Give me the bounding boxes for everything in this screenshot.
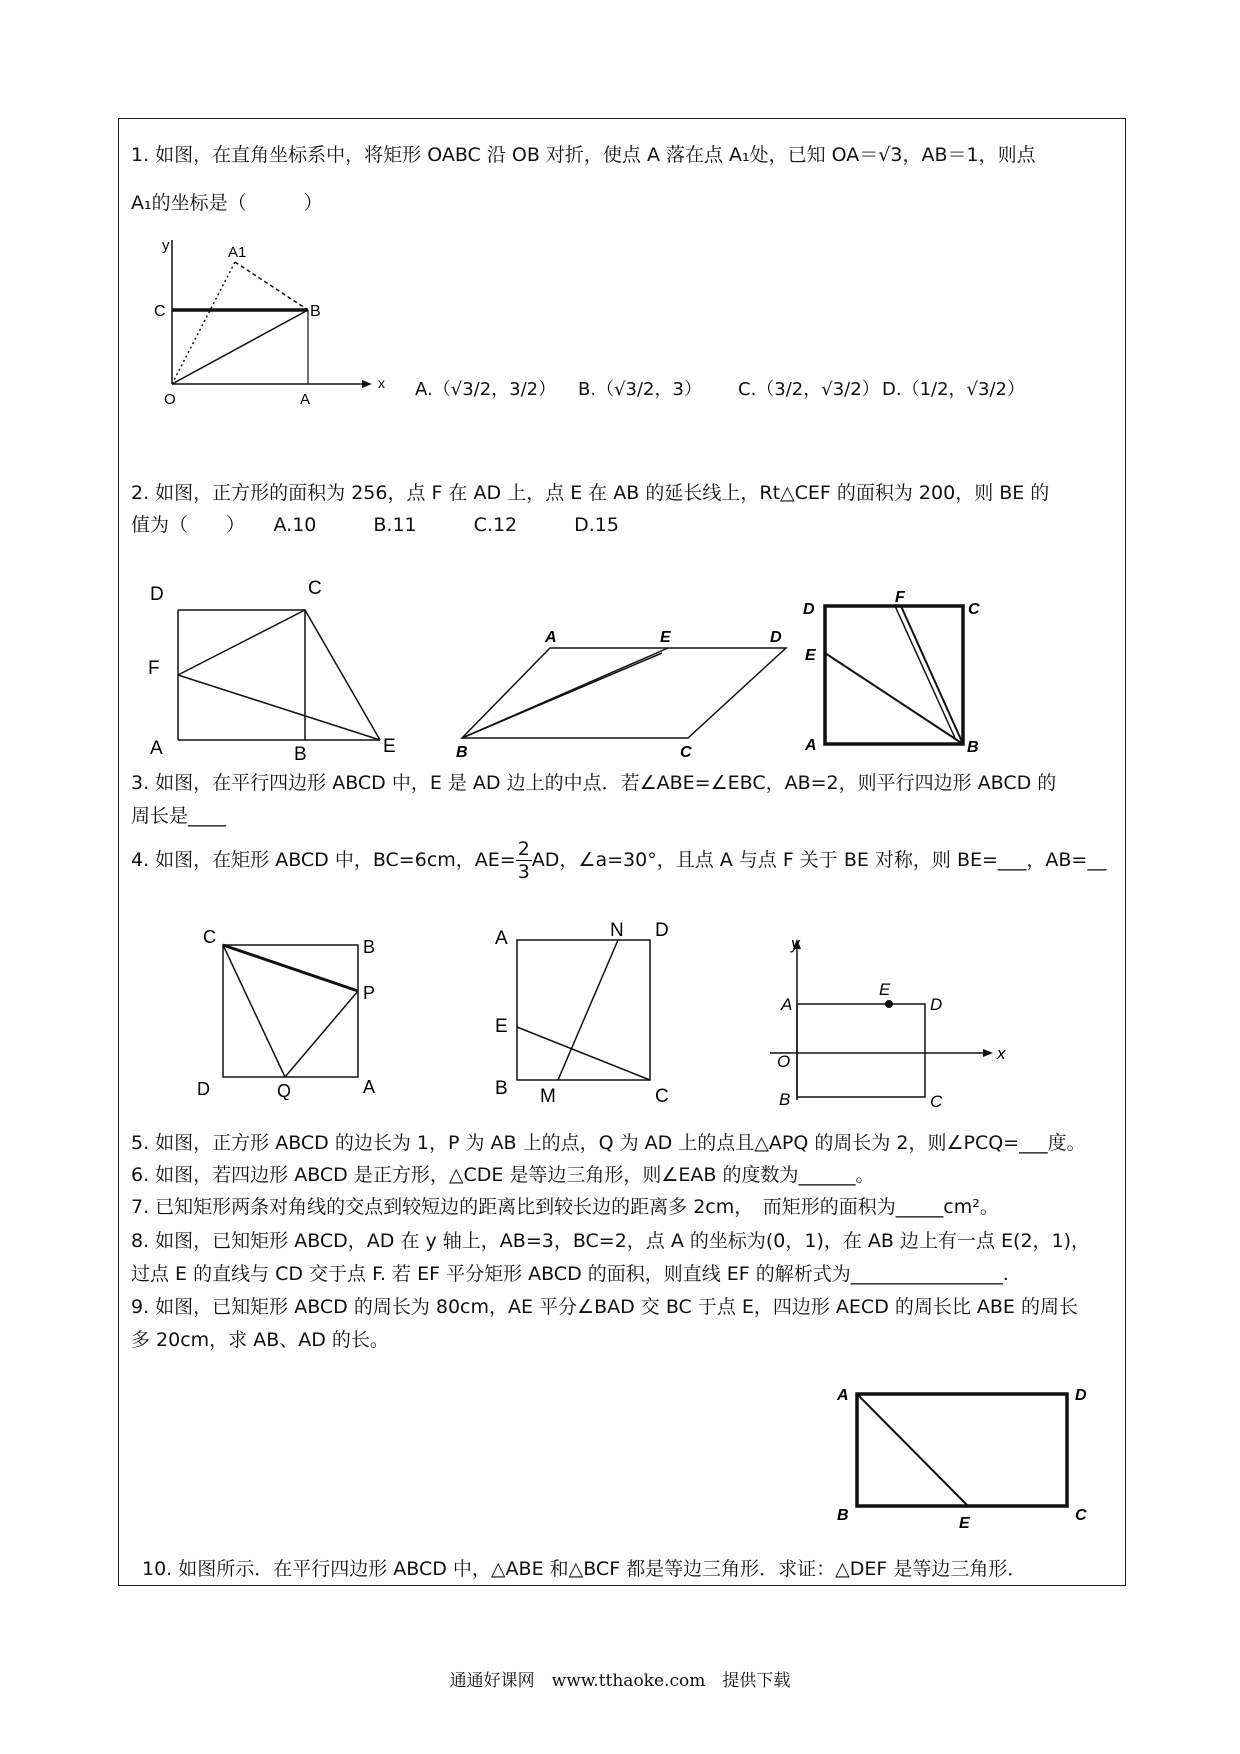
coord-label-e: E — [879, 980, 891, 999]
coord-label-x: x — [997, 1044, 1006, 1063]
para-label-b: B — [456, 744, 468, 760]
q4-frac-num: 2 — [517, 838, 530, 860]
cde-label-n: N — [610, 920, 624, 941]
parallelogram-figure — [450, 620, 800, 760]
q1-choice-d[interactable]: D.（1/2，√3/2） — [882, 379, 1025, 400]
q1-label-a1: A1 — [228, 244, 247, 261]
apq-label-p: P — [363, 983, 376, 1003]
q2-label-f: F — [148, 658, 160, 679]
q1-choice-b[interactable]: B.（√3/2，3） — [578, 379, 702, 400]
cde-label-b: B — [495, 1078, 508, 1099]
q9-label-b: B — [837, 1507, 849, 1524]
coord-figure — [765, 935, 1015, 1110]
q6-text: 6. 如图，若四边形 ABCD 是正方形，△CDE 是等边三角形，则∠EAB 的度数为______。 — [131, 1164, 875, 1186]
apq-label-q: Q — [277, 1081, 292, 1100]
q7-text: 7. 已知矩形两条对角线的交点到较短边的距离比到较长边的距离多 2cm， 而矩形的面积为_____cm²。 — [131, 1196, 999, 1218]
q1-label-x: x — [378, 375, 385, 391]
sq1-label-c: C — [968, 601, 980, 618]
sq1-label-e: E — [805, 647, 816, 664]
apq-label-a: A — [363, 1077, 376, 1097]
coord-label-o: O — [777, 1052, 791, 1071]
q1-figure — [150, 232, 400, 412]
q4-fraction — [516, 838, 532, 883]
sq1-label-f: F — [895, 589, 905, 606]
q1-label-b: B — [310, 303, 321, 320]
para-label-c: C — [680, 744, 692, 760]
q2-line1: 2. 如图，正方形的面积为 256，点 F 在 AD 上，点 E 在 AB 的延长线上，Rt△CEF 的面积为 200，则 BE 的 — [131, 482, 1050, 504]
apq-label-c: C — [203, 927, 216, 947]
square-fold-figure — [795, 588, 995, 763]
q4-text-after: AD，∠a=30°，且点 A 与点 F 关于 BE 对称，则 BE=___，AB=__ — [531, 849, 1107, 871]
q4-text-before: 4. 如图，在矩形 ABCD 中，BC=6cm，AE= — [131, 849, 516, 871]
cde-label-m: M — [540, 1086, 556, 1107]
q4-frac-den: 3 — [517, 861, 530, 883]
sq1-label-d: D — [803, 601, 815, 618]
q9-line1: 9. 如图，已知矩形 ABCD 的周长为 80cm，AE 平分∠BAD 交 BC 于点 E，四边形 AECD 的周长比 ABE 的周长 — [131, 1296, 1078, 1318]
para-label-a: A — [545, 629, 557, 646]
q2-figure — [140, 570, 420, 760]
q2-label-e: E — [383, 736, 396, 757]
q1-line2: A₁的坐标是（ ） — [131, 192, 323, 214]
cde-figure — [490, 912, 690, 1107]
coord-label-y: y — [791, 935, 800, 953]
apq-label-d: D — [197, 1079, 210, 1099]
q10-text: 10. 如图所示．在平行四边形 ABCD 中，△ABE 和△BCF 都是等边三角形．求证：△DEF 是等边三角形． — [142, 1558, 1027, 1580]
q8-line2: 过点 E 的直线与 CD 交于点 F. 若 EF 平分矩形 ABCD 的面积，则直线 EF 的解析式为________________. — [131, 1263, 1009, 1285]
coord-label-d: D — [930, 995, 943, 1014]
para-label-e: E — [660, 629, 671, 646]
coord-label-a: A — [781, 995, 793, 1014]
apq-label-b: B — [363, 937, 376, 957]
q2-label-c: C — [308, 578, 322, 599]
q1-label-c: C — [154, 303, 166, 320]
q1-label-y: y — [162, 237, 170, 254]
q9-line2: 多 20cm，求 AB、AD 的长。 — [131, 1329, 389, 1351]
q1-choice-c[interactable]: C.（3/2，√3/2） — [738, 379, 880, 400]
sq1-label-a: A — [805, 737, 817, 754]
page-footer: 通通好课网 www.tthaoke.com 提供下载 — [449, 1671, 791, 1691]
cde-label-d: D — [655, 920, 669, 941]
coord-label-b: B — [779, 1090, 791, 1109]
q3-line1: 3. 如图，在平行四边形 ABCD 中，E 是 AD 边上的中点．若∠ABE=∠EBC，AB=2，则平行四边形 ABCD 的 — [131, 772, 1057, 794]
q2-label-d: D — [150, 584, 164, 605]
sq1-label-b: B — [967, 739, 979, 756]
q4-line — [131, 838, 1106, 883]
q2-label-b: B — [294, 744, 307, 760]
q1-label-o: O — [164, 391, 176, 408]
apq-figure — [195, 925, 385, 1100]
para-label-d: D — [770, 629, 782, 646]
q1-choice-a[interactable]: A.（√3/2，3/2） — [415, 379, 557, 400]
q5-text: 5. 如图，正方形 ABCD 的边长为 1，P 为 AB 上的点，Q 为 AD 上的点且△APQ 的周长为 2，则∠PCQ=___度。 — [131, 1132, 1086, 1154]
q9-label-c: C — [1075, 1507, 1087, 1524]
q2-line2: 值为（ ） A.10 B.11 C.12 D.15 — [131, 514, 619, 536]
q9-label-a: A — [837, 1387, 849, 1404]
q9-label-d: D — [1075, 1387, 1087, 1404]
cde-label-a: A — [495, 928, 508, 949]
q3-line2: 周长是____ — [131, 805, 227, 827]
q2-label-a: A — [150, 738, 163, 759]
cde-label-e: E — [495, 1016, 508, 1037]
q9-figure — [825, 1378, 1115, 1538]
q1-label-a: A — [300, 391, 311, 408]
cde-label-c: C — [655, 1086, 669, 1107]
coord-label-c: C — [930, 1092, 943, 1110]
q1-line1: 1. 如图，在直角坐标系中，将矩形 OABC 沿 OB 对折，使点 A 落在点 A₁处，已知 OA＝√3，AB＝1，则点 — [131, 144, 1036, 166]
q9-label-e: E — [959, 1515, 970, 1532]
q8-line1: 8. 如图，已知矩形 ABCD，AD 在 y 轴上，AB=3，BC=2，点 A 的坐标为(0，1)，在 AB 边上有一点 E(2，1)， — [131, 1230, 1091, 1252]
